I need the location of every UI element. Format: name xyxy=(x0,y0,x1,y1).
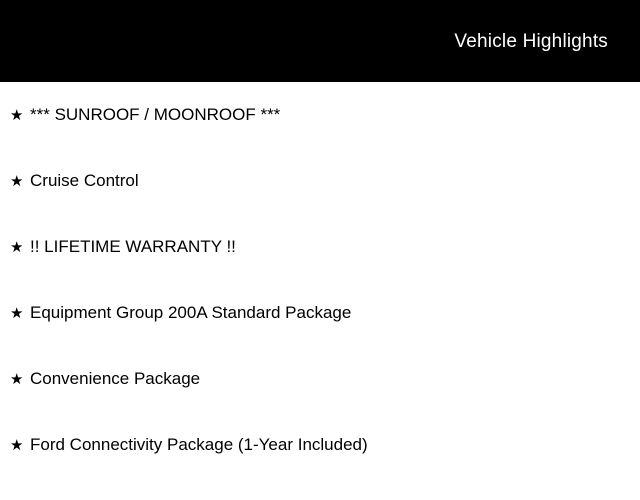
page-header xyxy=(0,0,640,82)
list-item xyxy=(0,434,640,500)
list-item xyxy=(0,368,640,434)
star-bullet-icon: ★ xyxy=(10,173,24,190)
highlight-label: !! LIFETIME WARRANTY !! xyxy=(30,237,236,256)
star-bullet-icon: ★ xyxy=(10,305,24,322)
highlights-list xyxy=(0,82,640,500)
highlight-label: Ford Connectivity Package (1-Year Included) xyxy=(30,435,368,454)
highlight-label: Cruise Control xyxy=(30,171,139,190)
highlight-label: Equipment Group 200A Standard Package xyxy=(30,303,352,322)
highlight-label: *** SUNROOF / MOONROOF *** xyxy=(30,105,281,124)
list-item xyxy=(0,104,640,170)
highlight-label: Convenience Package xyxy=(30,369,201,388)
star-bullet-icon: ★ xyxy=(10,371,24,388)
page-title: Vehicle Highlights xyxy=(454,30,608,52)
list-item xyxy=(0,170,640,236)
list-item xyxy=(0,302,640,368)
star-bullet-icon: ★ xyxy=(10,107,24,124)
star-bullet-icon: ★ xyxy=(10,239,24,256)
star-bullet-icon: ★ xyxy=(10,437,24,454)
list-item xyxy=(0,236,640,302)
left-edge-strip xyxy=(0,82,3,480)
